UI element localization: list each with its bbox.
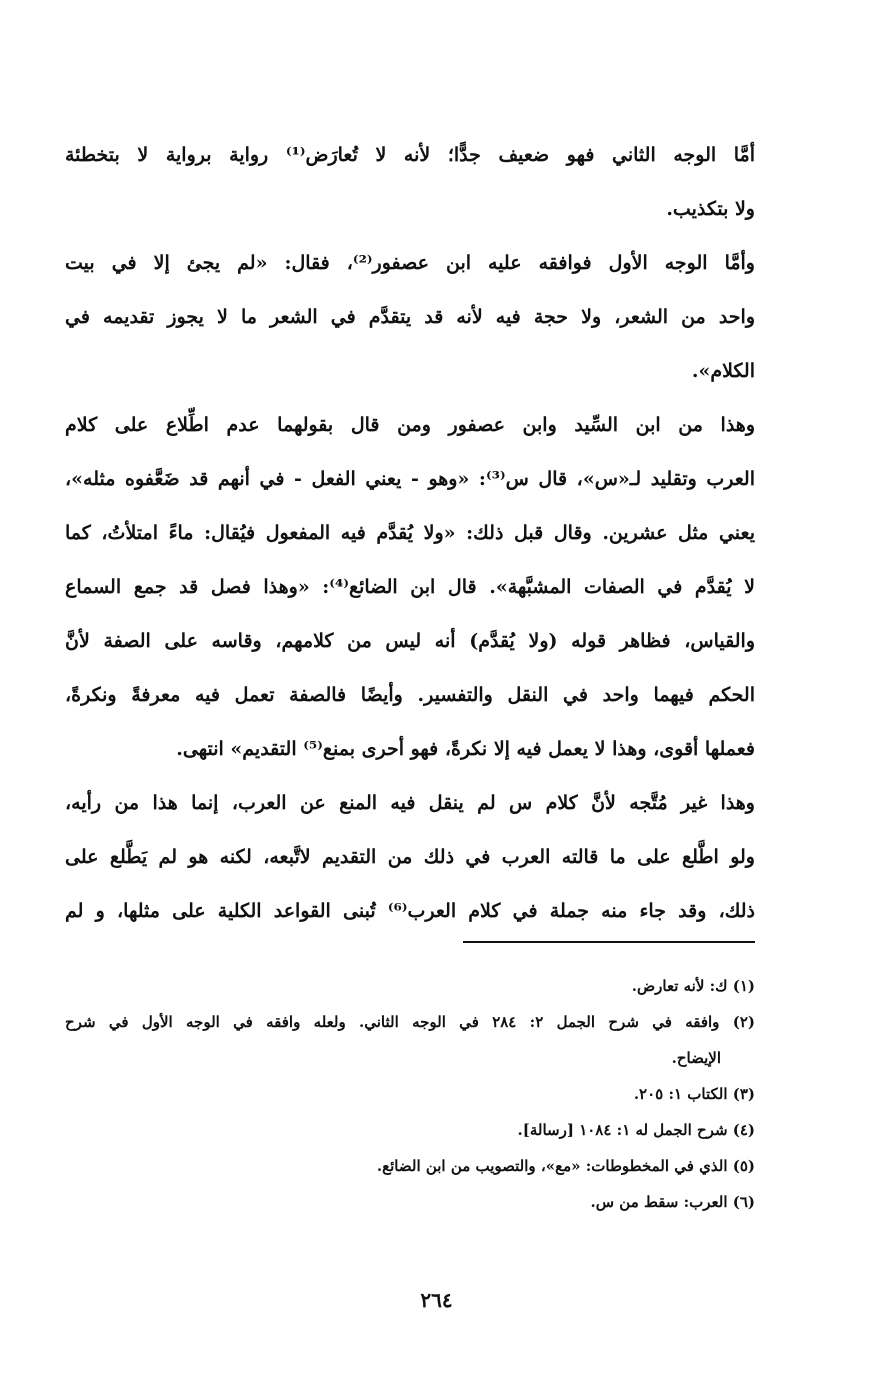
text-line: فعملها أقوى، وهذا لا يعمل فيه إلا نكرةً، فهو أحرى بمنع⁽⁵⁾ التقديم» انتهى.	[176, 738, 755, 760]
text-line: وأمَّا الوجه الأول فوافقه عليه ابن عصفور⁽²⁾، فقال: «لم يجئ إلا في بيت	[65, 252, 755, 274]
footnote: (١) ك: لأنه تعارض.	[631, 977, 755, 995]
footnote: (٤) شرح الجمل له ١: ١٠٨٤ [رسالة].	[517, 1121, 755, 1139]
text-line: ذلك، وقد جاء منه جملة في كلام العرب⁽⁶⁾ تُبنى القواعد الكلية على مثلها، و لم	[65, 900, 755, 922]
footnote-continuation: الإيضاح.	[671, 1049, 721, 1067]
footnotes	[65, 968, 755, 1220]
footnote: (٢) وافقه في شرح الجمل ٢: ٢٨٤ في الوجه الثاني. ولعله وافقه في الوجه الأول في شرح	[65, 1013, 755, 1031]
page-number: ٢٦٤	[420, 1288, 453, 1312]
footnote-separator	[463, 941, 755, 943]
text-line: لا يُقدَّم في الصفات المشبَّهة». قال ابن الضائع⁽⁴⁾: «وهذا فصل قد جمع السماع	[65, 576, 755, 598]
text-line: الحكم فيهما واحد في النقل والتفسير. وأيضًا فالصفة تعمل فيه معرفةً ونكرةً،	[65, 684, 755, 706]
text-line: والقياس، فظاهر قوله (ولا يُقدَّم) أنه ليس من كلامهم، وقاسه على الصفة لأنَّ	[65, 630, 755, 652]
text-line: واحد من الشعر، ولا حجة فيه لأنه قد يتقدَّم في الشعر ما لا يجوز تقديمه في	[65, 306, 755, 328]
text-line: يعني مثل عشرين. وقال قبل ذلك: «ولا يُقدَّم فيه المفعول فيُقال: ماءً امتلأتُ، كما	[65, 522, 755, 544]
text-line: العرب وتقليد لـ«س»، قال س⁽³⁾: «وهو - يعني الفعل - في أنهم قد ضَعَّفوه مثله»،	[65, 468, 755, 490]
text-line: أمَّا الوجه الثاني فهو ضعيف جدًّا؛ لأنه لا تُعارَض⁽¹⁾ رواية برواية لا بتخطئة	[65, 144, 755, 166]
text-line: وهذا غير مُتَّجه لأنَّ كلام س لم ينقل فيه المنع عن العرب، إنما هذا من رأيه،	[65, 792, 755, 814]
main-text	[65, 128, 755, 938]
footnote: (٦) العرب: سقط من س.	[590, 1193, 755, 1211]
text-line: ولا بتكذيب.	[666, 198, 755, 220]
text-line: ولو اطَّلع على ما قالته العرب في ذلك من التقديم لاتَّبعه، لكنه هو لم يَطَّلع على	[65, 846, 755, 868]
footnote: (٥) الذي في المخطوطات: «مع»، والتصويب من ابن الضائع.	[376, 1157, 755, 1175]
text-line: وهذا من ابن السِّيد وابن عصفور ومن قال بقولهما عدم اطِّلاع على كلام	[65, 414, 755, 436]
text-line: الكلام».	[691, 360, 755, 382]
footnote: (٣) الكتاب ١: ٢٠٥.	[633, 1085, 755, 1103]
